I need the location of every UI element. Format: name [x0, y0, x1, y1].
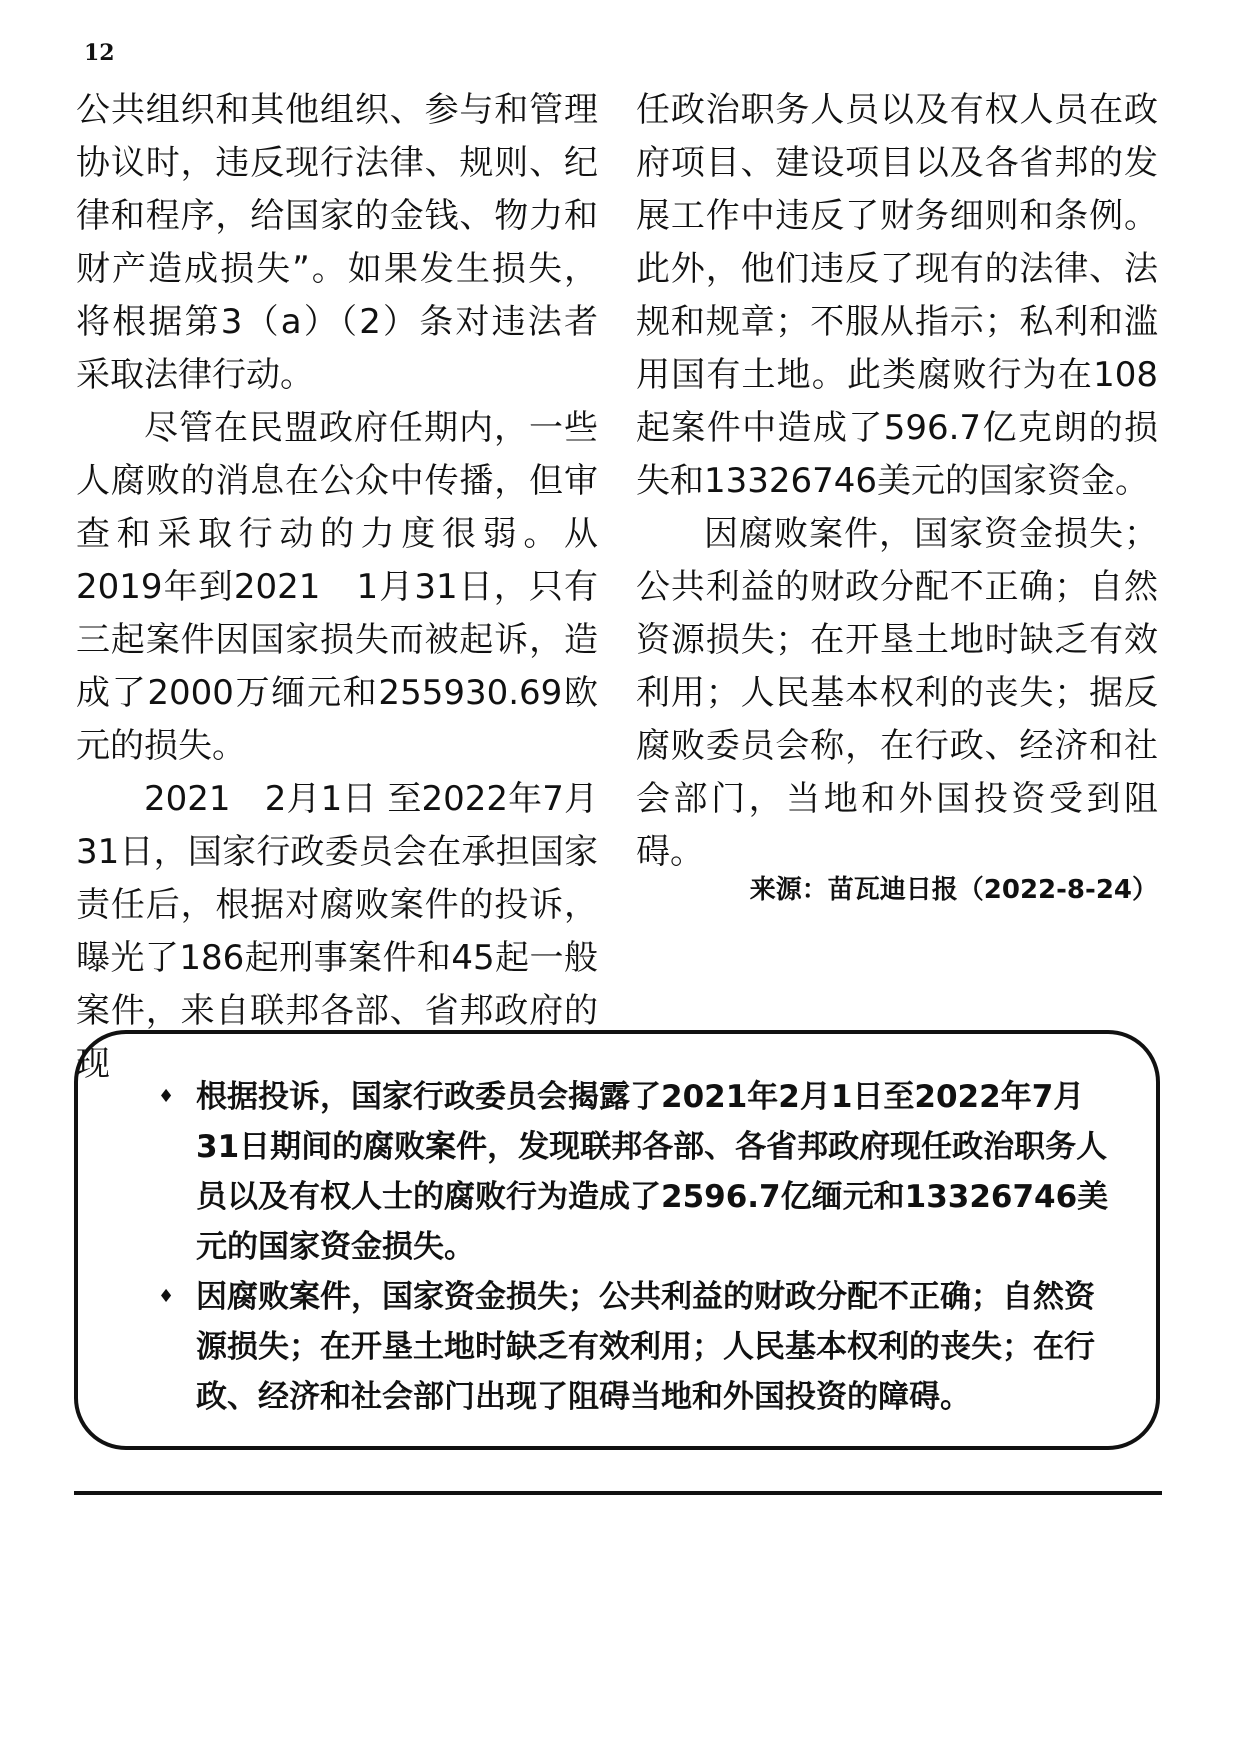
summary-item	[138, 1272, 1120, 1422]
right-paragraph-1: 任政治职务人员以及有权人员在政府项目、建设项目以及各省邦的发展工作中违反了财务细则和条例。此外，他们违反了现有的法律、法规和规章；不服从指示；私利和滥用国有土地。此类腐败行为在108起案件中造成了596.7亿克朗的损失和13326746美元的国家资金。	[636, 90, 1158, 501]
left-paragraph-1: 公共组织和其他组织、参与和管理协议时，违反现行法律、规则、纪律和程序，给国家的金钱、物力和财产造成损失”。如果发生损失，将根据第3（a）（2）条对违法者采取法律行动。	[76, 90, 598, 395]
left-paragraph-2: 尽管在民盟政府任期内，一些人腐败的消息在公众中传播，但审查和采取行动的力度很弱。从2019年到2021 1月31日，只有三起案件因国家损失而被起诉，造成了2000万缅元和255930.69欧元的损失。	[76, 408, 598, 766]
page-number: 12	[84, 40, 115, 66]
summary-list	[78, 1034, 1156, 1422]
source-citation: 来源：苗瓦迪日报（2022-8-24）	[749, 875, 1158, 905]
summary-item-text: 根据投诉，国家行政委员会揭露了2021年2月1日至2022年7月31日期间的腐败案件，发现联邦各部、各省邦政府现任政治职务人员以及有权人士的腐败行为造成了2596.7亿缅元和13326746美元的国家资金损失。	[196, 1079, 1109, 1265]
right-column	[636, 84, 1158, 879]
horizontal-rule	[74, 1491, 1162, 1495]
right-paragraph-2: 因腐败案件，国家资金损失；公共利益的财政分配不正确；自然资源损失；在开垦土地时缺乏有效利用；人民基本权利的丧失；据反腐败委员会称，在行政、经济和社会部门，当地和外国投资受到阻碍。	[636, 514, 1158, 872]
diamond-bullet-icon: ♦	[158, 1086, 175, 1107]
summary-item-text: 因腐败案件，国家资金损失；公共利益的财政分配不正确；自然资源损失；在开垦土地时缺乏有效利用；人民基本权利的丧失；在行政、经济和社会部门出现了阻碍当地和外国投资的障碍。	[196, 1279, 1095, 1415]
left-paragraph-3: 2021 2月1日 至2022年7月31日，国家行政委员会在承担国家责任后，根据对腐败案件的投诉，曝光了186起刑事案件和45起一般案件，来自联邦各部、省邦政府的现	[76, 779, 598, 1084]
left-column	[76, 84, 598, 1091]
summary-box	[74, 1030, 1160, 1450]
summary-item	[138, 1072, 1120, 1272]
diamond-bullet-icon: ♦	[158, 1286, 175, 1307]
